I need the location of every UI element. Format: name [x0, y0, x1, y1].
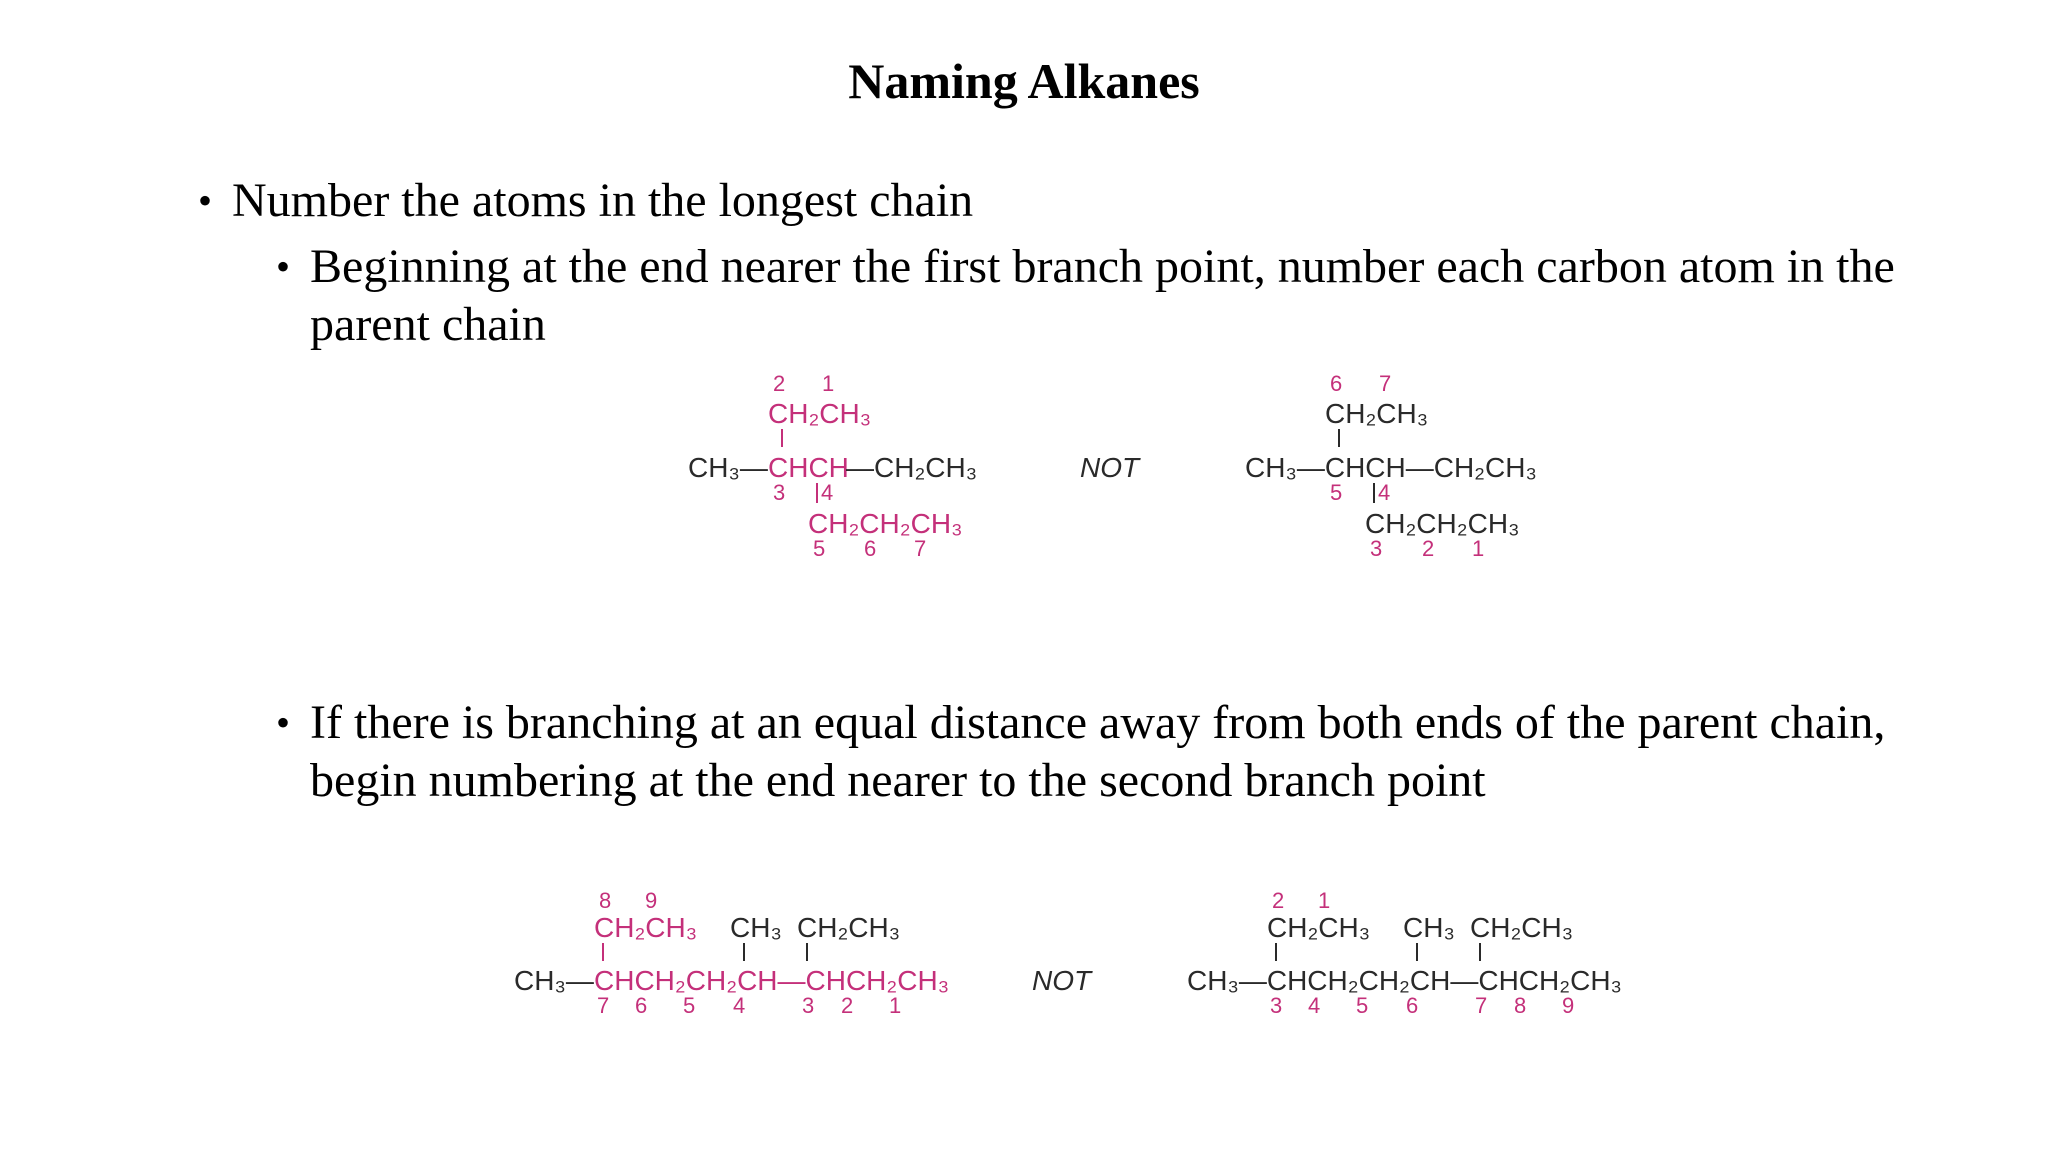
- number-label: 4: [733, 993, 746, 1018]
- number-label: 3: [1270, 993, 1283, 1018]
- number-label: 2: [773, 371, 786, 396]
- number-label: 4: [1378, 480, 1391, 505]
- structure-1-correct: [688, 371, 977, 561]
- branch-top: CH₂CH₃: [1325, 398, 1429, 429]
- number-label: 2: [841, 993, 854, 1018]
- number-label: 1: [889, 993, 902, 1018]
- page-title: Naming Alkanes: [848, 53, 1200, 109]
- branch-top-1: CH₂CH₃: [594, 912, 698, 943]
- number-label: 5: [683, 993, 696, 1018]
- number-label: 3: [1370, 536, 1383, 561]
- number-label: 7: [914, 536, 927, 561]
- number-label: 7: [1379, 371, 1392, 396]
- branch-bottom: CH₂CH₂CH₃: [1365, 508, 1520, 539]
- main-chain-colored: CHCH₂CH₂CH—CHCH₂CH₃: [594, 965, 950, 996]
- not-label: NOT: [1080, 452, 1140, 483]
- number-label: 2: [1272, 888, 1285, 913]
- not-label: NOT: [1032, 965, 1092, 996]
- branch-top-3: CH₂CH₃: [1470, 912, 1574, 943]
- main-chain-left: CH₃—: [514, 965, 594, 996]
- structure-2-correct: [514, 888, 949, 1018]
- branch-bottom: CH₂CH₂CH₃: [808, 508, 963, 539]
- number-label: 1: [1318, 888, 1331, 913]
- number-label: 8: [1514, 993, 1527, 1018]
- number-label: 9: [645, 888, 658, 913]
- number-label: 5: [1356, 993, 1369, 1018]
- branch-top-3: CH₂CH₃: [797, 912, 901, 943]
- main-chain: CH₃—CHCH—CH₂CH₃: [1245, 452, 1537, 483]
- number-label: 8: [599, 888, 612, 913]
- main-chain: CH₃—CHCH₂CH₂CH—CHCH₂CH₃: [1187, 965, 1622, 996]
- branch-top-1: CH₂CH₃: [1267, 912, 1371, 943]
- number-label: 6: [864, 536, 877, 561]
- branch-top-2: CH₃: [730, 912, 782, 943]
- number-label: 5: [1330, 480, 1343, 505]
- main-chain-mid: CHCH: [768, 452, 849, 483]
- number-label: 4: [1308, 993, 1321, 1018]
- number-label: 6: [1406, 993, 1419, 1018]
- number-label: 5: [813, 536, 826, 561]
- main-chain-right: —CH₂CH₃: [846, 452, 978, 483]
- bullet-text-3: If there is branching at an equal distance away from both ends of the parent chain, begin numbering at the end nearer to the second branch point: [310, 696, 1886, 807]
- branch-top: CH₂CH₃: [768, 398, 872, 429]
- number-label: 3: [802, 993, 815, 1018]
- bullet-marker: •: [276, 700, 291, 745]
- bullet-text-1: Number the atoms in the longest chain: [232, 174, 974, 227]
- number-label: 6: [1330, 371, 1343, 396]
- number-label: 1: [822, 371, 835, 396]
- number-label: 1: [1472, 536, 1485, 561]
- number-label: 7: [597, 993, 610, 1018]
- number-label: 9: [1562, 993, 1575, 1018]
- number-label: 4: [821, 480, 834, 505]
- number-label: 2: [1422, 536, 1435, 561]
- number-label: 6: [635, 993, 648, 1018]
- bullet-marker: •: [198, 178, 213, 223]
- structure-1-wrong: [1245, 371, 1537, 561]
- number-label: 3: [773, 480, 786, 505]
- bullet-marker: •: [276, 244, 291, 289]
- branch-top-2: CH₃: [1403, 912, 1455, 943]
- number-label: 7: [1475, 993, 1488, 1018]
- bullet-text-2: Beginning at the end nearer the first branch point, number each carbon atom in the parent chain: [310, 240, 1895, 351]
- structure-2-wrong: [1187, 888, 1622, 1018]
- main-chain-left: CH₃—: [688, 452, 768, 483]
